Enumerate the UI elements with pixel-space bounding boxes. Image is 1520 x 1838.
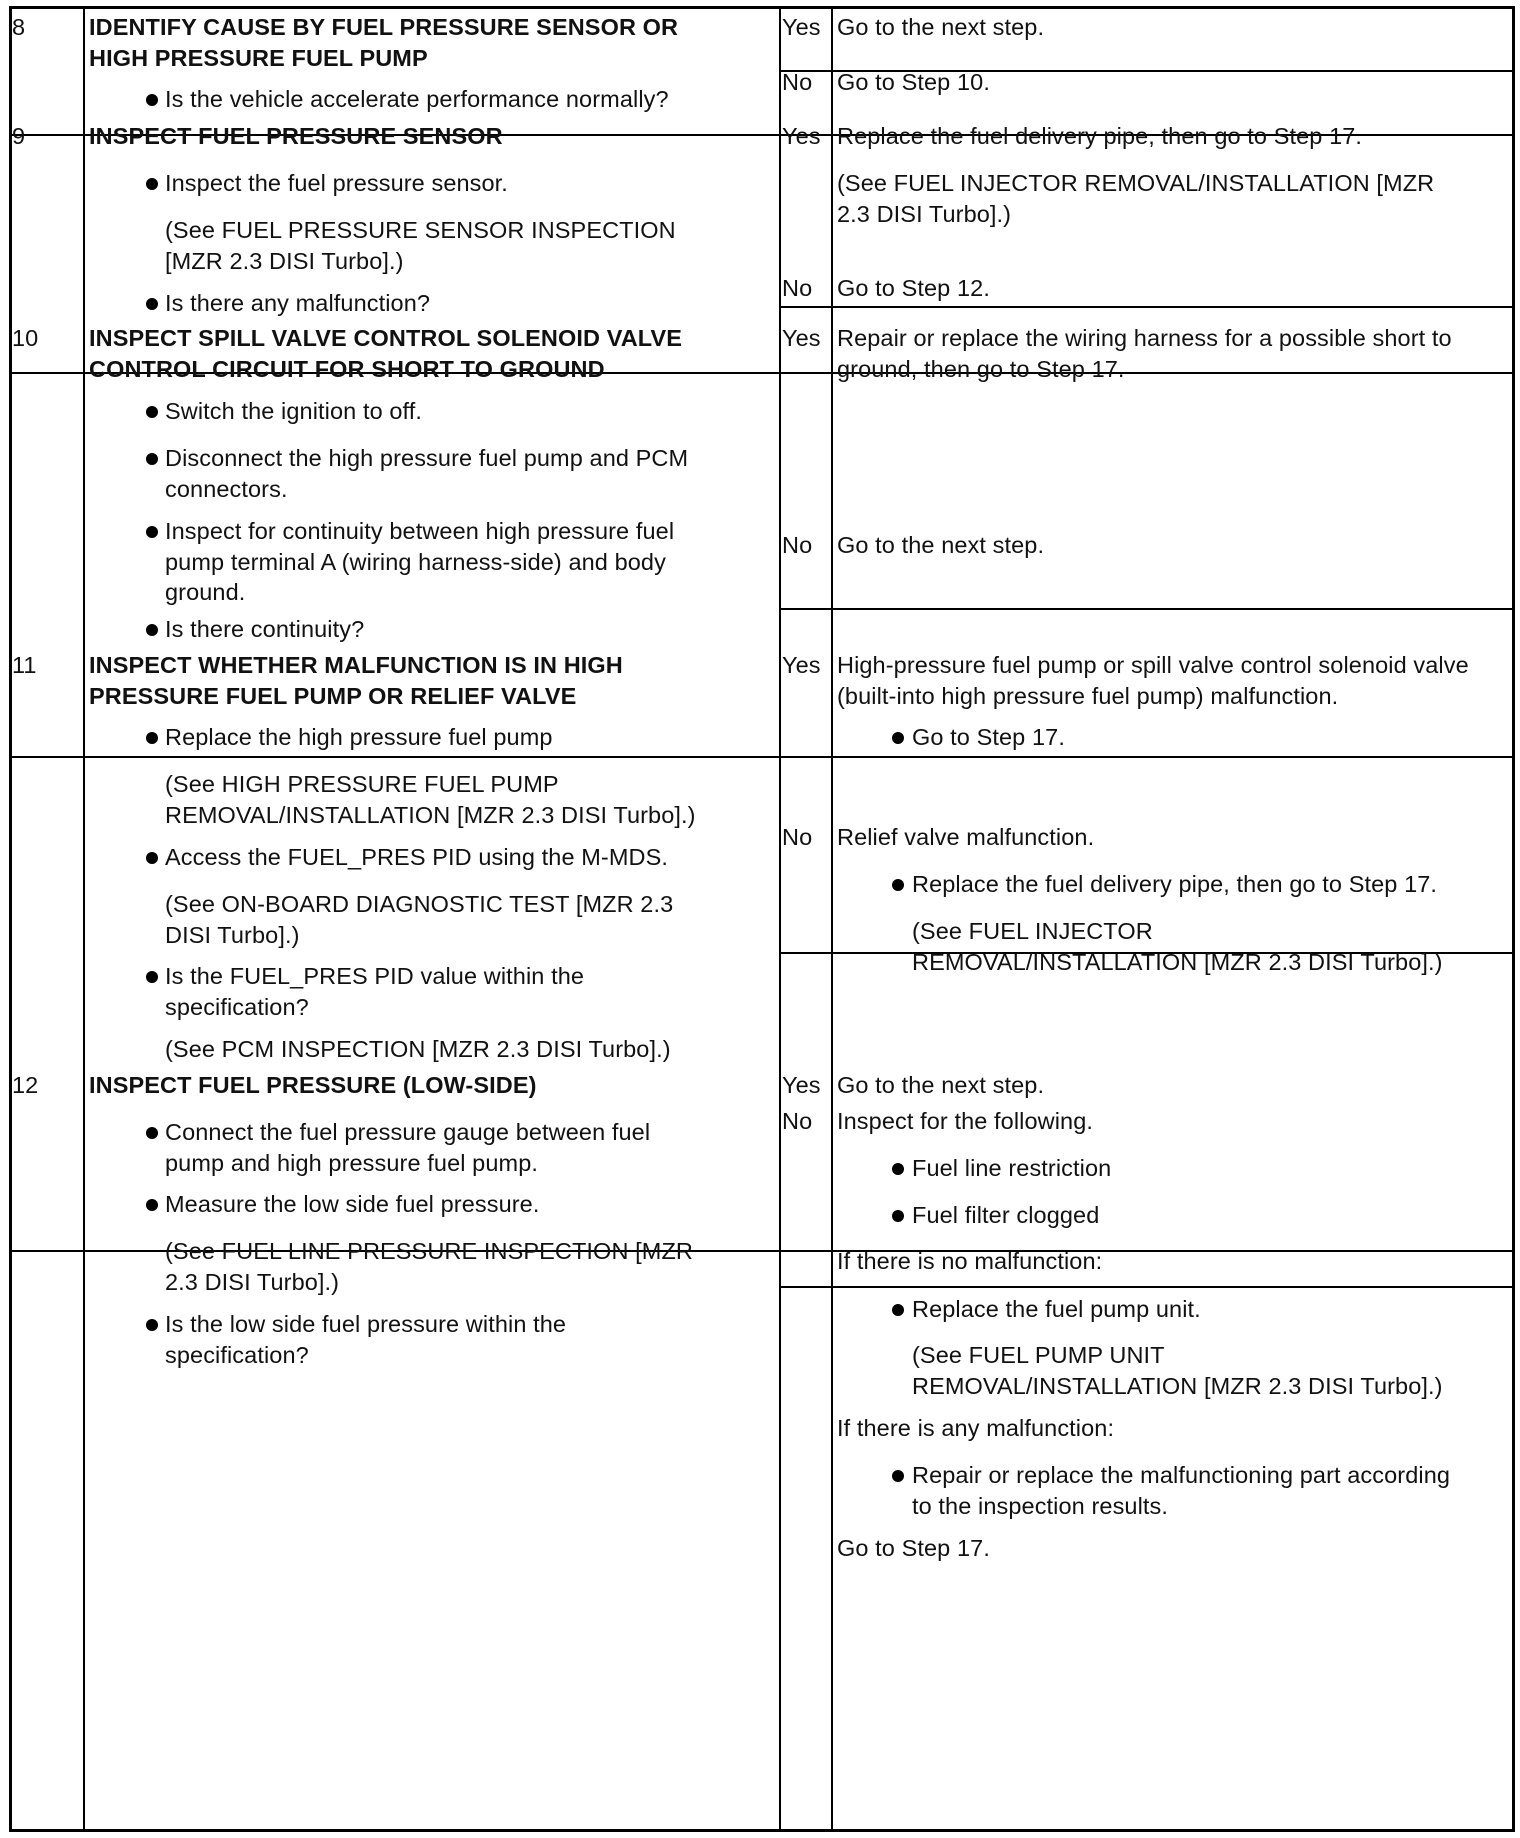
no-label: No	[782, 824, 813, 850]
no-label: No	[782, 275, 813, 301]
action-text: Disconnect the high pressure fuel pump and PCM	[165, 445, 689, 471]
yes-answer: Repair or replace the wiring harness for a possible short to	[837, 325, 1452, 351]
yes-label: Yes	[782, 652, 821, 678]
action-text: Is there continuity?	[165, 616, 365, 642]
yes-no-divider	[779, 608, 1515, 610]
no-answer: Go to Step 12.	[837, 275, 990, 301]
table-border-left	[9, 6, 12, 1832]
bullet-icon	[146, 94, 158, 106]
action-text: pump terminal A (wiring harness-side) and body	[165, 548, 666, 575]
bullet-icon	[146, 526, 158, 538]
bullet-icon	[146, 1319, 158, 1331]
no-answer: Relief valve malfunction.	[837, 824, 1095, 850]
bullet-icon	[146, 453, 158, 465]
yes-answer: (built-into high pressure fuel pump) malfunction.	[837, 682, 1339, 709]
action-text: Access the FUEL_PRES PID using the M-MDS.	[165, 844, 668, 870]
yes-label: Yes	[782, 1072, 821, 1098]
action-text: Measure the low side fuel pressure.	[165, 1191, 540, 1217]
no-answer-bullet: to the inspection results.	[912, 1492, 1169, 1519]
action-text: Is the low side fuel pressure within the	[165, 1311, 567, 1337]
check-item: Fuel line restriction	[912, 1155, 1112, 1181]
no-label: No	[782, 69, 813, 95]
step-number: 10	[12, 325, 39, 351]
table-border-top	[9, 6, 1515, 9]
action-text: Is the vehicle accelerate performance normally?	[165, 86, 669, 112]
reference-note: (See ON-BOARD DIAGNOSTIC TEST [MZR 2.3	[165, 891, 674, 917]
yes-answer-bullet: Go to Step 17.	[912, 724, 1065, 750]
reference-note: (See FUEL PUMP UNIT	[912, 1342, 1165, 1368]
row-divider	[9, 756, 1515, 758]
action-text: Connect the fuel pressure gauge between fuel	[165, 1119, 651, 1145]
action-text: Is there any malfunction?	[165, 290, 431, 316]
reference-note: (See PCM INSPECTION [MZR 2.3 DISI Turbo].)	[165, 1036, 671, 1062]
no-answer-bullet: Repair or replace the malfunctioning part according	[912, 1462, 1451, 1488]
no-answer-bullet: Replace the fuel delivery pipe, then go to Step 17.	[912, 871, 1438, 897]
bullet-icon	[146, 1199, 158, 1211]
action-text: ground.	[165, 579, 246, 605]
yes-answer: Go to the next step.	[837, 14, 1045, 40]
yes-answer: Replace the fuel delivery pipe, then go to Step 17.	[837, 123, 1363, 149]
column-divider	[83, 6, 85, 1832]
yes-no-divider	[779, 1286, 1515, 1288]
reference-note: (See FUEL LINE PRESSURE INSPECTION [MZR	[165, 1238, 693, 1264]
condition-text: If there is any malfunction:	[837, 1415, 1115, 1441]
action-text: Inspect for continuity between high pressure fuel	[165, 518, 675, 544]
bullet-icon	[892, 879, 904, 891]
bullet-icon	[892, 1470, 904, 1482]
yes-label: Yes	[782, 123, 821, 149]
bullet-icon	[146, 971, 158, 983]
no-answer: Go to Step 10.	[837, 69, 990, 95]
reference-note: (See FUEL PRESSURE SENSOR INSPECTION	[165, 217, 676, 243]
bullet-icon	[146, 732, 158, 744]
bullet-icon	[892, 1163, 904, 1175]
no-label: No	[782, 1108, 813, 1134]
action-text: Switch the ignition to off.	[165, 398, 423, 424]
step-title: INSPECT FUEL PRESSURE SENSOR	[89, 123, 503, 149]
bullet-icon	[146, 624, 158, 636]
bullet-icon	[892, 1210, 904, 1222]
action-text: specification?	[165, 1341, 309, 1368]
column-divider	[831, 6, 833, 1832]
step-number: 12	[12, 1072, 39, 1098]
reference-note: REMOVAL/INSTALLATION [MZR 2.3 DISI Turbo].)	[912, 1372, 1443, 1399]
table-border-right	[1512, 6, 1515, 1832]
column-divider	[779, 6, 781, 1832]
action-text: Replace the high pressure fuel pump	[165, 724, 553, 750]
action-text: pump and high pressure fuel pump.	[165, 1149, 539, 1176]
bullet-icon	[146, 406, 158, 418]
no-answer: Inspect for the following.	[837, 1108, 1094, 1134]
table-border-bottom	[9, 1829, 1515, 1832]
step-title: PRESSURE FUEL PUMP OR RELIEF VALVE	[89, 682, 577, 709]
no-answer-bullet: Replace the fuel pump unit.	[912, 1296, 1201, 1322]
check-item: Fuel filter clogged	[912, 1202, 1100, 1228]
reference-note: 2.3 DISI Turbo].)	[165, 1268, 340, 1295]
bullet-icon	[146, 298, 158, 310]
action-text: specification?	[165, 993, 309, 1020]
step-title: INSPECT WHETHER MALFUNCTION IS IN HIGH	[89, 652, 623, 678]
step-title: INSPECT SPILL VALVE CONTROL SOLENOID VALVE	[89, 325, 683, 351]
reference-note: REMOVAL/INSTALLATION [MZR 2.3 DISI Turbo].)	[912, 948, 1443, 975]
yes-label: Yes	[782, 14, 821, 40]
no-label: No	[782, 532, 813, 558]
troubleshooting-table	[9, 6, 1515, 1832]
step-title: CONTROL CIRCUIT FOR SHORT TO GROUND	[89, 355, 605, 382]
reference-note: 2.3 DISI Turbo].)	[837, 200, 1012, 227]
step-number: 11	[12, 652, 37, 678]
reference-note: (See FUEL INJECTOR	[912, 918, 1153, 944]
condition-text: If there is no malfunction:	[837, 1248, 1103, 1274]
reference-note: REMOVAL/INSTALLATION [MZR 2.3 DISI Turbo].)	[165, 801, 696, 828]
reference-note: DISI Turbo].)	[165, 921, 300, 948]
action-text: Inspect the fuel pressure sensor.	[165, 170, 508, 196]
yes-answer: Go to the next step.	[837, 1072, 1045, 1098]
bullet-icon	[146, 852, 158, 864]
bullet-icon	[892, 732, 904, 744]
step-number: 9	[12, 123, 26, 149]
bullet-icon	[146, 1127, 158, 1139]
no-answer: Go to Step 17.	[837, 1535, 990, 1561]
reference-note: (See HIGH PRESSURE FUEL PUMP	[165, 771, 559, 797]
yes-no-divider	[779, 306, 1515, 308]
step-number: 8	[12, 14, 26, 40]
step-title: IDENTIFY CAUSE BY FUEL PRESSURE SENSOR OR	[89, 14, 679, 40]
action-text: connectors.	[165, 475, 288, 502]
yes-answer: High-pressure fuel pump or spill valve control solenoid valve	[837, 652, 1469, 678]
step-title: HIGH PRESSURE FUEL PUMP	[89, 44, 428, 71]
no-answer: Go to the next step.	[837, 532, 1045, 558]
reference-note: [MZR 2.3 DISI Turbo].)	[165, 247, 404, 274]
action-text: Is the FUEL_PRES PID value within the	[165, 963, 585, 989]
bullet-icon	[146, 178, 158, 190]
yes-answer: ground, then go to Step 17.	[837, 355, 1125, 382]
step-title: INSPECT FUEL PRESSURE (LOW-SIDE)	[89, 1072, 537, 1098]
reference-note: (See FUEL INJECTOR REMOVAL/INSTALLATION [MZR	[837, 170, 1435, 196]
bullet-icon	[892, 1304, 904, 1316]
yes-label: Yes	[782, 325, 821, 351]
